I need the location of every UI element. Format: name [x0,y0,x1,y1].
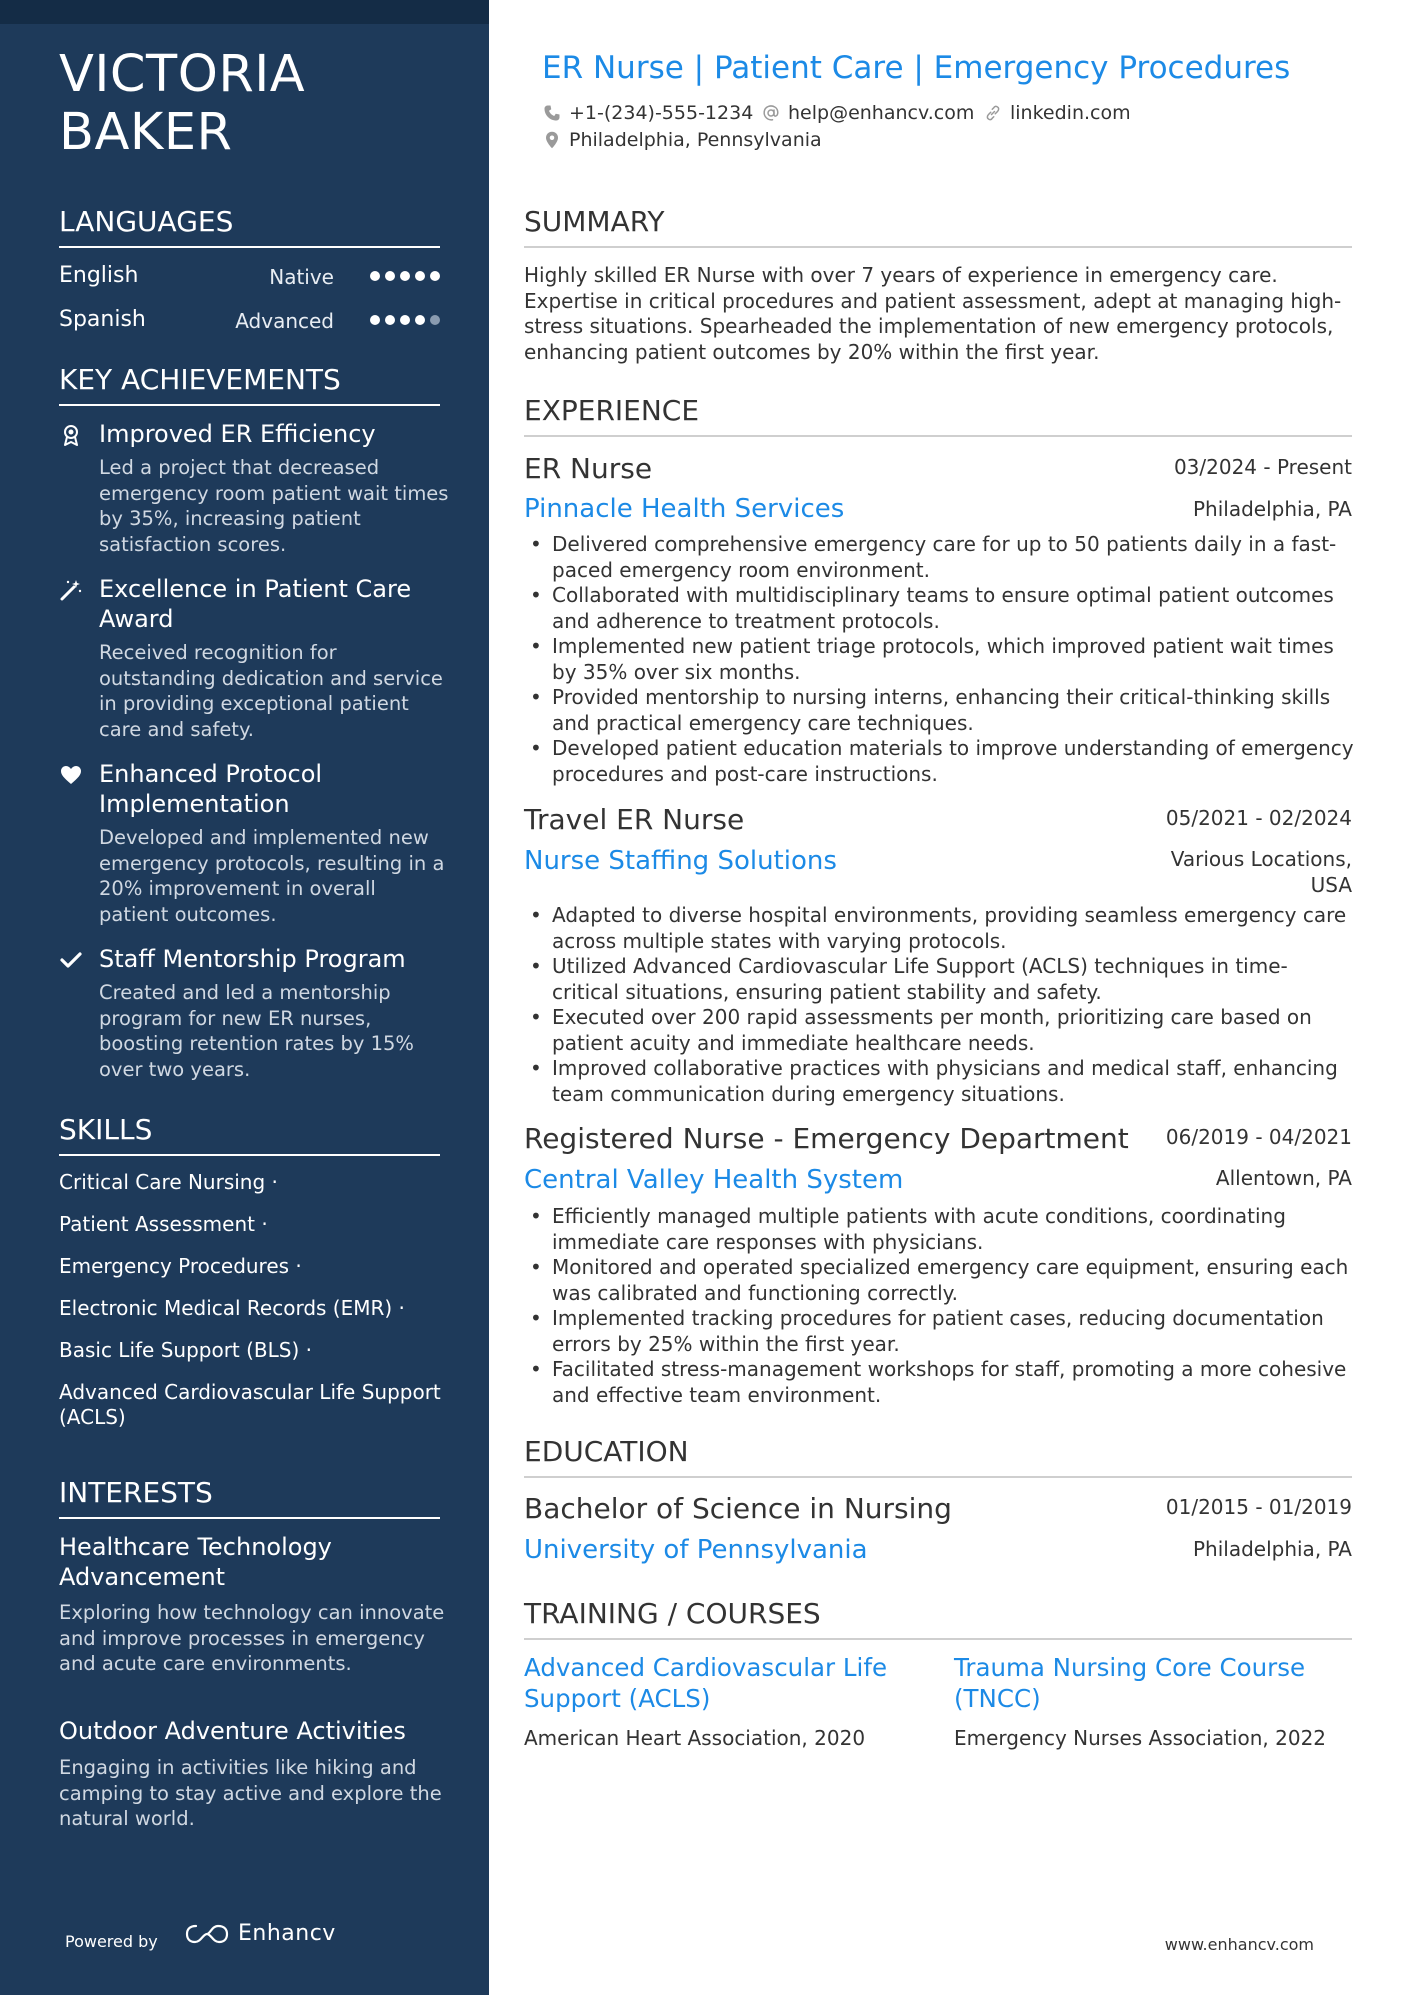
job-company: Nurse Staffing Solutions [524,846,837,876]
achievement-desc: Developed and implemented new emergency protocols, resulting in a 20% improvement in overall patient outcomes. [99,826,445,926]
skill-item: Emergency Procedures · [59,1254,302,1278]
languages-heading: LANGUAGES [59,204,440,248]
job-company: Central Valley Health System [524,1165,904,1195]
interest-title: Outdoor Adventure Activities [59,1717,406,1745]
rating-dot-filled [385,271,395,281]
location-pin-icon [543,130,561,150]
achievement-title: Enhanced Protocol Implementation [99,760,323,818]
linkedin-text[interactable]: linkedin.com [1010,102,1131,124]
skills-heading: SKILLS [59,1112,440,1156]
first-name: VICTORIA [59,45,306,104]
job-bullet: • Utilized Advanced Cardiovascular Life Support (ACLS) techniques in time-critical situations, ensuring patient stability and safety. [524,954,1354,1005]
skill-item: Patient Assessment · [59,1212,268,1236]
skill-item: Critical Care Nursing · [59,1170,278,1194]
interest-title: Healthcare Technology Advancement [59,1533,332,1591]
course-org: Emergency Nurses Association, 2022 [954,1726,1327,1750]
skill-item: Electronic Medical Records (EMR) · [59,1296,405,1320]
job-bullet: • Developed patient education materials to improve understanding of emergency procedures and post-care instructions. [524,736,1354,787]
phone-icon [543,104,561,122]
powered-by-label: Powered by [65,1932,158,1951]
enhancv-brand-name: Enhancv [238,1921,336,1946]
sidebar [0,0,489,1995]
at-icon [762,104,780,122]
job-bullet: • Facilitated stress-management workshops for staff, promoting a more cohesive and effective team environment. [524,1357,1354,1408]
last-name: BAKER [59,103,233,162]
footer-url[interactable]: www.enhancv.com [1164,1935,1314,1954]
language-level: Advanced [235,309,334,333]
experience-heading: EXPERIENCE [524,393,1352,437]
achievement-title: Staff Mentorship Program [99,945,406,973]
checkmark-icon [59,948,83,972]
email-text[interactable]: help@enhancv.com [788,102,975,124]
job-bullets [524,1204,1354,1408]
achievements-heading: KEY ACHIEVEMENTS [59,362,440,406]
rating-dot-filled [415,271,425,281]
summary-heading: SUMMARY [524,204,1352,248]
job-bullet: • Collaborated with multidisciplinary teams to ensure optimal patient outcomes and adherence to treatment protocols. [524,583,1354,634]
job-title: Registered Nurse - Emergency Department [524,1122,1129,1155]
achievement-item [59,759,449,927]
job-location: Allentown, PA [1215,1166,1352,1190]
education-dates: 01/2015 - 01/2019 [1165,1495,1352,1519]
job-bullet: • Efficiently managed multiple patients with acute conditions, coordinating immediate care responses with physicians. [524,1204,1354,1255]
degree-title: Bachelor of Science in Nursing [524,1492,952,1525]
job-bullets [524,903,1354,1107]
job-bullet: • Improved collaborative practices with physicians and medical staff, enhancing team communication during emergency situations. [524,1056,1354,1107]
rating-dot-filled [385,315,395,325]
award-ribbon-icon [59,423,83,447]
job-dates: 03/2024 - Present [1173,455,1352,479]
headline: ER Nurse | Patient Care | Emergency Procedures [542,50,1291,86]
job-title: ER Nurse [524,452,653,485]
summary-text: Highly skilled ER Nurse with over 7 years of experience in emergency care. Expertise in critical procedures and patient assessment, adept at managing high-stress situations. Spearheaded the implementation of new emergency protocols, enhancing patient outcomes by 20% within the first year. [524,263,1342,364]
job-company: Pinnacle Health Services [524,494,845,524]
job-bullet: • Implemented tracking procedures for patient cases, reducing documentation errors by 25% within the first year. [524,1306,1354,1357]
achievement-desc: Created and led a mentorship program for new ER nurses, boosting retention rates by 15% over two years. [99,981,414,1081]
job-bullet: • Delivered comprehensive emergency care for up to 50 patients daily in a fast-paced emergency room environment. [524,532,1354,583]
job-bullets [524,532,1354,787]
job-bullet: • Provided mentorship to nursing interns, enhancing their critical-thinking skills and practical emergency care techniques. [524,685,1354,736]
rating-dot-filled [370,315,380,325]
enhancv-logo-icon [184,1922,230,1946]
skill-item: Basic Life Support (BLS) · [59,1338,313,1362]
rating-dot-filled [370,271,380,281]
course-title: Advanced Cardiovascular Life Support (ACLS) [524,1653,888,1713]
job-dates: 05/2021 - 02/2024 [1165,806,1352,830]
magic-wand-icon [59,578,83,602]
sidebar-top-bar [0,0,489,24]
enhancv-logo[interactable] [184,1921,336,1946]
rating-dot-empty [430,315,440,325]
education-heading: EDUCATION [524,1434,1352,1478]
heart-icon [59,763,83,787]
candidate-name [59,46,305,162]
language-rating [370,315,440,325]
rating-dot-filled [400,315,410,325]
interest-desc: Exploring how technology can innovate and improve processes in emergency and acute care environments. [59,1601,445,1675]
contact-linkedin[interactable] [984,101,1131,125]
training-heading: TRAINING / COURSES [524,1596,1352,1640]
link-icon [984,104,1002,122]
job-bullet: • Implemented new patient triage protocols, which improved patient wait times by 35% over six months. [524,634,1354,685]
job-location: Various Locations, USA [1170,847,1352,897]
school-name: University of Pennsylvania [524,1535,868,1565]
language-rating [370,271,440,281]
language-level: Native [269,265,334,289]
job-bullet: • Adapted to diverse hospital environments, providing seamless emergency care across multiple states with varying protocols. [524,903,1354,954]
rating-dot-filled [430,271,440,281]
interests-heading: INTERESTS [59,1475,440,1519]
job-title: Travel ER Nurse [524,803,745,836]
language-row [59,307,440,339]
achievement-item [59,944,449,1082]
course-org: American Heart Association, 2020 [524,1726,866,1750]
education-location: Philadelphia, PA [1192,1537,1352,1561]
achievement-title: Improved ER Efficiency [99,420,376,448]
achievement-title: Excellence in Patient Care Award [99,575,412,633]
job-bullet: • Executed over 200 rapid assessments per month, prioritizing care based on patient acuity and immediate healthcare needs. [524,1005,1354,1056]
achievement-desc: Received recognition for outstanding dedication and service in providing exceptional patient care and safety. [99,641,443,741]
achievement-desc: Led a project that decreased emergency room patient wait times by 35%, increasing patient satisfaction scores. [99,456,449,556]
job-bullet: • Monitored and operated specialized emergency care equipment, ensuring each was calibrated and functioning correctly. [524,1255,1354,1306]
location-text: Philadelphia, Pennsylvania [569,129,822,151]
rating-dot-filled [400,271,410,281]
skill-item: Advanced Cardiovascular Life Support (ACLS) [59,1380,441,1429]
job-dates: 06/2019 - 04/2021 [1165,1125,1352,1149]
rating-dot-filled [415,315,425,325]
language-name: Spanish [59,307,146,332]
contact-email[interactable] [762,101,974,125]
job-location: Philadelphia, PA [1192,497,1352,521]
language-row [59,263,440,295]
language-name: English [59,263,139,288]
course-title: Trauma Nursing Core Course (TNCC) [954,1653,1306,1713]
contact-phone [543,101,753,125]
interest-desc: Engaging in activities like hiking and camping to stay active and explore the natural world. [59,1756,442,1830]
achievement-item [59,574,449,742]
contact-location [543,128,822,152]
achievement-item [59,419,449,557]
phone-text: +1-(234)-555-1234 [569,102,754,124]
